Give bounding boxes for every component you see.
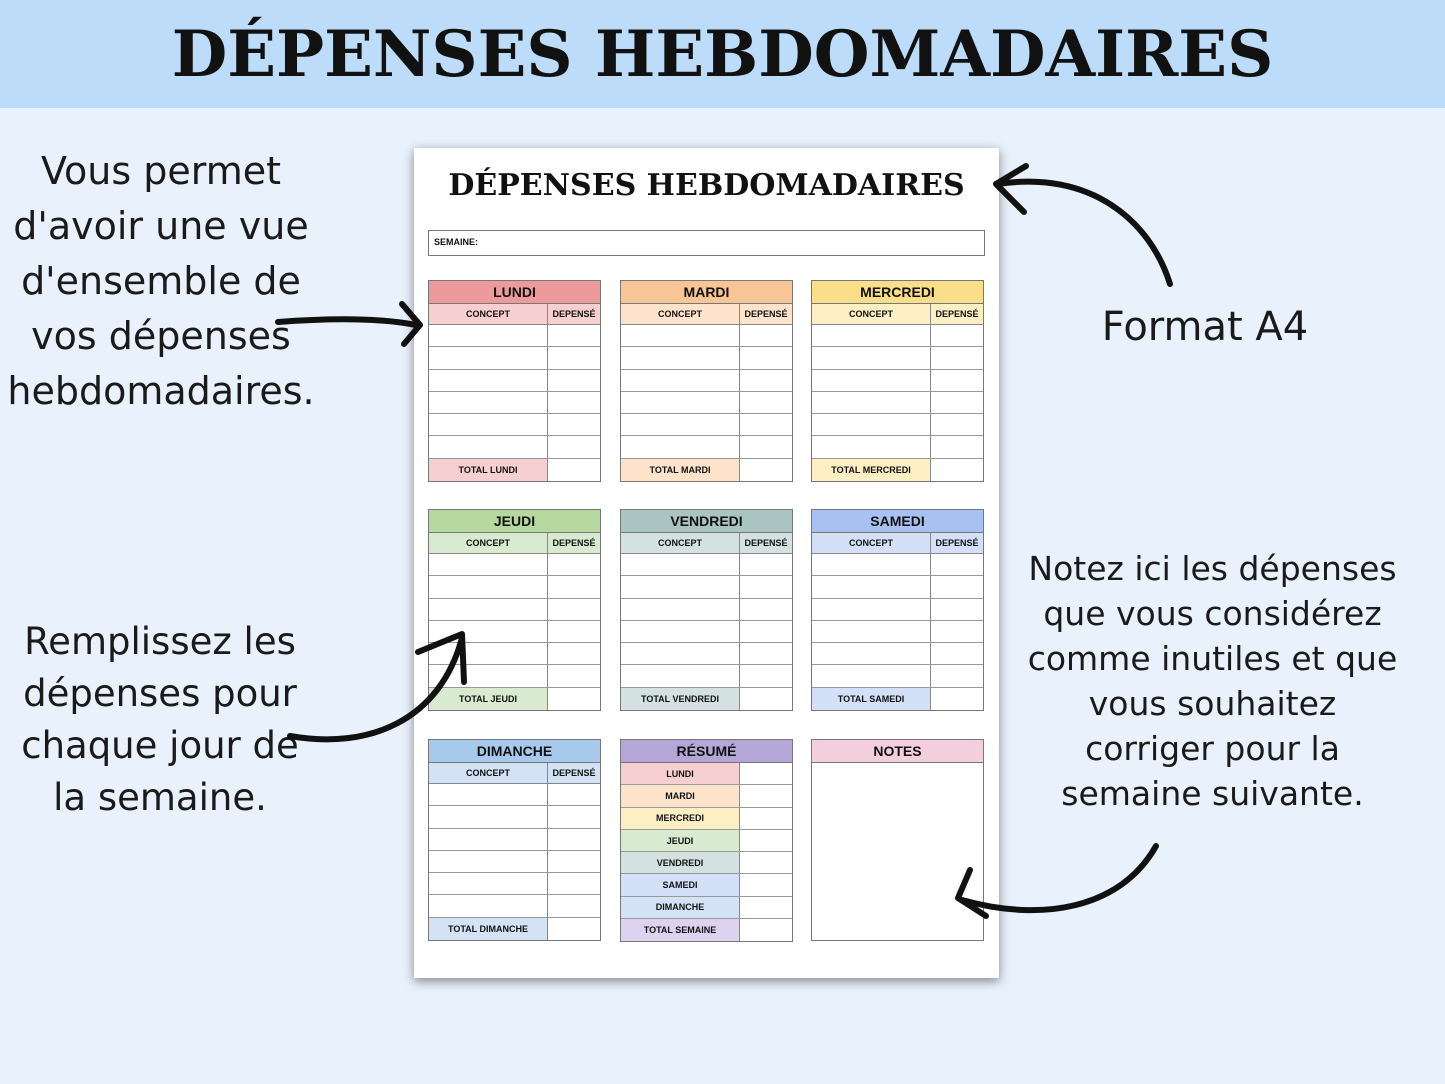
semaine-field: SEMAINE: (428, 230, 985, 256)
arrowhead-title-icon (996, 166, 1026, 212)
amount-cell (740, 576, 792, 597)
concept-header: CONCEPT (621, 533, 740, 553)
amount-cell (740, 370, 792, 391)
resume-row-label: MERCREDI (621, 808, 740, 829)
concept-cell (429, 873, 548, 894)
expense-row (812, 325, 983, 347)
resume-row (621, 852, 792, 874)
concept-cell (621, 665, 740, 686)
depense-header: DEPENSÉ (552, 538, 596, 548)
concept-cell (621, 347, 740, 368)
expense-row (429, 599, 600, 621)
concept-header: CONCEPT (621, 304, 740, 324)
expense-row (429, 873, 600, 895)
depense-header: DEPENSÉ (552, 309, 596, 319)
total-amount-cell (740, 459, 792, 481)
expense-row (621, 436, 792, 458)
amount-cell (931, 554, 983, 575)
total-amount-cell (931, 459, 983, 481)
resume-amount-cell (740, 852, 792, 873)
concept-cell (621, 576, 740, 597)
column-headers (429, 533, 600, 554)
expense-row (429, 414, 600, 436)
expense-row (621, 643, 792, 665)
total-row (621, 459, 792, 481)
resume-row (621, 785, 792, 807)
note-useless-expenses (1025, 546, 1400, 816)
concept-cell (621, 392, 740, 413)
concept-cell (812, 621, 931, 642)
concept-cell (429, 784, 548, 805)
expense-row (429, 806, 600, 828)
note-line: que vous considérez (1043, 594, 1382, 633)
note-line: la semaine. (53, 776, 267, 819)
concept-cell (429, 829, 548, 850)
resume-row (621, 763, 792, 785)
concept-cell (812, 665, 931, 686)
amount-cell (548, 643, 600, 664)
concept-cell (621, 599, 740, 620)
amount-cell (740, 347, 792, 368)
depense-header: DEPENSÉ (935, 309, 979, 319)
amount-cell (931, 599, 983, 620)
amount-cell (740, 436, 792, 457)
note-line: d'ensemble de (21, 259, 301, 303)
concept-header: CONCEPT (812, 533, 931, 553)
note-line: vos dépenses (31, 314, 291, 358)
total-amount-cell (740, 688, 792, 710)
column-headers (812, 533, 983, 554)
amount-cell (740, 643, 792, 664)
day-header: LUNDI (429, 281, 600, 304)
expense-row (812, 599, 983, 621)
concept-cell (429, 414, 548, 435)
expense-row (429, 325, 600, 347)
concept-cell (429, 643, 548, 664)
column-headers (429, 304, 600, 325)
expense-row (812, 370, 983, 392)
note-line: Notez ici les dépenses (1028, 549, 1397, 588)
column-headers (812, 304, 983, 325)
expense-row (621, 370, 792, 392)
column-headers (429, 763, 600, 784)
total-label: TOTAL MARDI (621, 459, 740, 481)
amount-cell (548, 851, 600, 872)
expense-row (621, 414, 792, 436)
amount-cell (740, 392, 792, 413)
concept-cell (621, 621, 740, 642)
total-row (812, 688, 983, 710)
note-line: corriger pour la (1085, 729, 1340, 768)
total-row (621, 688, 792, 710)
day-table-dimanche (428, 739, 601, 941)
concept-cell (429, 576, 548, 597)
expense-row (429, 370, 600, 392)
concept-header: CONCEPT (812, 304, 931, 324)
expense-row (429, 643, 600, 665)
resume-row (621, 874, 792, 896)
expense-row (621, 347, 792, 369)
concept-cell (621, 436, 740, 457)
amount-cell (548, 576, 600, 597)
total-amount-cell (548, 918, 600, 940)
concept-cell (621, 643, 740, 664)
day-table-samedi (811, 509, 984, 711)
column-headers (621, 533, 792, 554)
total-row (429, 459, 600, 481)
concept-cell (621, 554, 740, 575)
amount-cell (931, 621, 983, 642)
expense-row (429, 895, 600, 917)
resume-row (621, 808, 792, 830)
amount-cell (548, 621, 600, 642)
total-label: TOTAL LUNDI (429, 459, 548, 481)
amount-cell (740, 414, 792, 435)
total-label: TOTAL MERCREDI (812, 459, 931, 481)
concept-cell (429, 621, 548, 642)
resume-row-label: LUNDI (621, 763, 740, 784)
expense-row (621, 599, 792, 621)
expense-row (812, 665, 983, 687)
concept-header: CONCEPT (429, 304, 548, 324)
amount-cell (548, 599, 600, 620)
amount-cell (931, 576, 983, 597)
total-label: TOTAL VENDREDI (621, 688, 740, 710)
amount-cell (548, 392, 600, 413)
note-overview (6, 144, 316, 419)
expense-row (621, 665, 792, 687)
day-table-jeudi (428, 509, 601, 711)
note-line: dépenses pour (23, 672, 297, 715)
amount-cell (548, 325, 600, 346)
total-row (429, 688, 600, 710)
expense-row (812, 392, 983, 414)
expense-row (812, 436, 983, 458)
note-line: semaine suivante. (1061, 774, 1364, 813)
day-header: DIMANCHE (429, 740, 600, 763)
expense-row (621, 576, 792, 598)
resume-amount-cell (740, 874, 792, 895)
day-header: SAMEDI (812, 510, 983, 533)
total-label: TOTAL JEUDI (429, 688, 548, 710)
amount-cell (931, 392, 983, 413)
concept-cell (429, 599, 548, 620)
concept-cell (812, 576, 931, 597)
day-header: JEUDI (429, 510, 600, 533)
concept-cell (812, 392, 931, 413)
amount-cell (548, 784, 600, 805)
resume-row-label: JEUDI (621, 830, 740, 851)
total-label: TOTAL DIMANCHE (429, 918, 548, 940)
resume-row-label: MARDI (621, 785, 740, 806)
amount-cell (740, 599, 792, 620)
a4-sheet-preview (414, 148, 999, 978)
expense-row (812, 347, 983, 369)
expense-row (812, 414, 983, 436)
amount-cell (548, 665, 600, 686)
total-row (429, 918, 600, 940)
depense-header: DEPENSÉ (935, 538, 979, 548)
expense-row (621, 621, 792, 643)
arrow-to-title-icon (998, 182, 1170, 284)
expense-row (621, 554, 792, 576)
banner-title: DÉPENSES HEBDOMADAIRES (171, 16, 1274, 92)
note-line: chaque jour de (21, 724, 299, 767)
expense-row (812, 576, 983, 598)
amount-cell (931, 347, 983, 368)
expense-row (429, 784, 600, 806)
note-line: Remplissez les (24, 620, 296, 663)
amount-cell (548, 829, 600, 850)
expense-row (621, 325, 792, 347)
depense-header: DEPENSÉ (744, 309, 788, 319)
expense-row (429, 829, 600, 851)
note-line: d'avoir une vue (13, 204, 309, 248)
note-line: comme inutiles et que (1027, 639, 1398, 678)
expense-row (429, 851, 600, 873)
expense-row (812, 621, 983, 643)
sheet-title: DÉPENSES HEBDOMADAIRES (448, 168, 965, 203)
concept-cell (429, 895, 548, 916)
amount-cell (548, 414, 600, 435)
expense-row (429, 554, 600, 576)
expense-row (429, 665, 600, 687)
amount-cell (740, 325, 792, 346)
total-label: TOTAL SAMEDI (812, 688, 931, 710)
resume-amount-cell (740, 763, 792, 784)
amount-cell (931, 325, 983, 346)
amount-cell (931, 414, 983, 435)
concept-cell (429, 665, 548, 686)
resume-row (621, 897, 792, 919)
resume-amount-cell (740, 897, 792, 918)
day-header: MERCREDI (812, 281, 983, 304)
concept-cell (812, 554, 931, 575)
amount-cell (740, 621, 792, 642)
day-table-lundi (428, 280, 601, 482)
resume-row-label: DIMANCHE (621, 897, 740, 918)
day-table-mardi (620, 280, 793, 482)
concept-cell (429, 370, 548, 391)
note-fill-days (10, 616, 310, 824)
expense-row (429, 347, 600, 369)
concept-header: CONCEPT (429, 763, 548, 783)
concept-cell (812, 414, 931, 435)
amount-cell (548, 436, 600, 457)
concept-cell (429, 806, 548, 827)
resume-amount-cell (740, 808, 792, 829)
concept-cell (621, 370, 740, 391)
note-line: Format A4 (1101, 304, 1309, 350)
total-amount-cell (548, 688, 600, 710)
concept-cell (812, 599, 931, 620)
resume-row-label: SAMEDI (621, 874, 740, 895)
notes-box (811, 739, 984, 941)
concept-cell (429, 347, 548, 368)
amount-cell (931, 665, 983, 686)
concept-cell (429, 554, 548, 575)
day-header: MARDI (621, 281, 792, 304)
concept-cell (812, 325, 931, 346)
resume-amount-cell (740, 919, 792, 941)
depense-header: DEPENSÉ (744, 538, 788, 548)
expense-row (429, 621, 600, 643)
amount-cell (931, 370, 983, 391)
note-line: hebdomadaires. (7, 369, 315, 413)
concept-cell (429, 325, 548, 346)
resume-row-label: VENDREDI (621, 852, 740, 873)
resume-row (621, 919, 792, 941)
day-table-vendredi (620, 509, 793, 711)
day-table-mercredi (811, 280, 984, 482)
resume-amount-cell (740, 785, 792, 806)
amount-cell (548, 554, 600, 575)
amount-cell (931, 436, 983, 457)
depense-header: DEPENSÉ (552, 768, 596, 778)
top-banner (0, 0, 1445, 108)
concept-cell (621, 414, 740, 435)
total-amount-cell (931, 688, 983, 710)
notes-header: NOTES (812, 740, 983, 763)
day-header: VENDREDI (621, 510, 792, 533)
amount-cell (548, 347, 600, 368)
concept-cell (621, 325, 740, 346)
resume-row (621, 830, 792, 852)
resume-table (620, 739, 793, 942)
expense-row (429, 392, 600, 414)
concept-cell (429, 851, 548, 872)
note-line: vous souhaitez (1088, 684, 1337, 723)
expense-row (429, 576, 600, 598)
concept-cell (812, 436, 931, 457)
amount-cell (548, 873, 600, 894)
expense-row (812, 643, 983, 665)
resume-row-label: TOTAL SEMAINE (621, 919, 740, 941)
amount-cell (548, 370, 600, 391)
expense-row (812, 554, 983, 576)
total-row (812, 459, 983, 481)
concept-cell (429, 436, 548, 457)
concept-cell (812, 347, 931, 368)
amount-cell (548, 895, 600, 916)
amount-cell (740, 554, 792, 575)
amount-cell (740, 665, 792, 686)
note-line: Vous permet (40, 149, 281, 193)
notes-area (812, 763, 983, 940)
resume-amount-cell (740, 830, 792, 851)
amount-cell (931, 643, 983, 664)
total-amount-cell (548, 459, 600, 481)
note-format (1080, 300, 1330, 355)
concept-cell (812, 643, 931, 664)
resume-header: RÉSUMÉ (621, 740, 792, 763)
amount-cell (548, 806, 600, 827)
concept-cell (812, 370, 931, 391)
concept-cell (429, 392, 548, 413)
expense-row (429, 436, 600, 458)
concept-header: CONCEPT (429, 533, 548, 553)
column-headers (621, 304, 792, 325)
expense-row (621, 392, 792, 414)
